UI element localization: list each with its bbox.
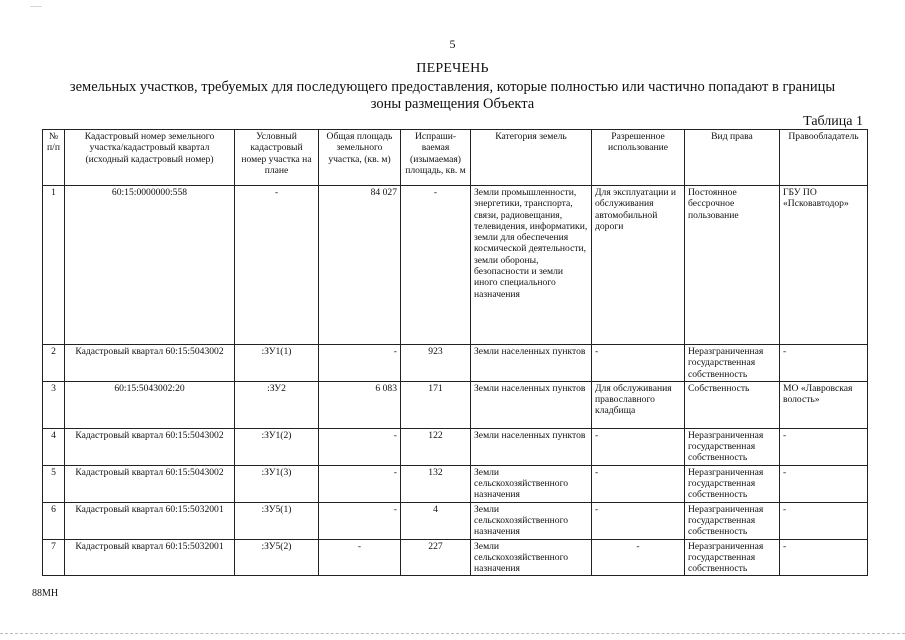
cell-cadastral: Кадастровый квартал 60:15:5043002 <box>65 345 235 382</box>
cell-permitted-use: - <box>592 502 685 539</box>
cell-num: 2 <box>43 345 65 382</box>
cell-permitted-use: - <box>592 428 685 465</box>
cell-total-area: - <box>319 345 401 382</box>
cell-permitted-use: - <box>592 465 685 502</box>
cell-conditional-number: :ЗУ1(3) <box>235 465 319 502</box>
table-row <box>43 186 868 345</box>
cell-cadastral: Кадастровый квартал 60:15:5032001 <box>65 502 235 539</box>
cell-cadastral: Кадастровый квартал 60:15:5032001 <box>65 539 235 576</box>
cell-num: 3 <box>43 381 65 428</box>
cell-right-type: Неразграниченная государственная собственность <box>685 502 780 539</box>
cell-total-area: 6 083 <box>319 381 401 428</box>
table-header-row <box>43 130 868 186</box>
scan-edge-divider <box>0 633 905 634</box>
cell-requested-area: 122 <box>401 428 471 465</box>
cell-requested-area: 171 <box>401 381 471 428</box>
cell-requested-area: 132 <box>401 465 471 502</box>
cell-land-category: Земли населенных пунктов <box>471 381 592 428</box>
cell-num: 7 <box>43 539 65 576</box>
footer-document-code: 88МН <box>32 588 59 599</box>
cell-total-area: 84 027 <box>319 186 401 345</box>
cell-permitted-use: Для эксплуатации и обслуживания автомобильной дороги <box>592 186 685 345</box>
cell-cadastral: 60:15:5043002:20 <box>65 381 235 428</box>
header-conditional-number: Условный кадастровый номер участка на плане <box>235 130 319 186</box>
document-subtitle <box>0 79 905 113</box>
cell-holder: - <box>780 345 868 382</box>
cell-requested-area: 4 <box>401 502 471 539</box>
cell-total-area: - <box>319 428 401 465</box>
table-row <box>43 502 868 539</box>
cell-num: 1 <box>43 186 65 345</box>
cell-num: 5 <box>43 465 65 502</box>
cell-conditional-number: :ЗУ1(1) <box>235 345 319 382</box>
cell-right-type: Неразграниченная государственная собственность <box>685 428 780 465</box>
header-land-category: Категория земель <box>471 130 592 186</box>
header-permitted-use: Разрешенное использование <box>592 130 685 186</box>
header-total-area: Общая площадь земельного участка, (кв. м) <box>319 130 401 186</box>
cell-holder: - <box>780 539 868 576</box>
cell-total-area: - <box>319 502 401 539</box>
cell-holder: ГБУ ПО «Псковавтодор» <box>780 186 868 345</box>
cell-holder: - <box>780 428 868 465</box>
cell-requested-area: 923 <box>401 345 471 382</box>
cell-land-category: Земли населенных пунктов <box>471 428 592 465</box>
cell-num: 4 <box>43 428 65 465</box>
cell-requested-area: 227 <box>401 539 471 576</box>
land-plots-table <box>42 129 868 576</box>
cell-land-category: Земли промышленности, энергетики, транспорта, связи, радиовещания, телевидения, информатики, земли для обеспечения космической деятельности, земли обороны, безопасности и земли иного специального назначения <box>471 186 592 345</box>
subtitle-line-1: земельных участков, требуемых для последующего предоставления, которые полностью или частично попадают в границы <box>69 79 836 95</box>
cell-right-type: Неразграниченная государственная собственность <box>685 465 780 502</box>
cell-conditional-number: :ЗУ1(2) <box>235 428 319 465</box>
cell-permitted-use: Для обслуживания православного кладбища <box>592 381 685 428</box>
cell-total-area: - <box>319 465 401 502</box>
cell-holder: - <box>780 465 868 502</box>
cell-land-category: Земли сельскохозяйственного назначения <box>471 502 592 539</box>
header-holder: Правообладатель <box>780 130 868 186</box>
table-row <box>43 539 868 576</box>
document-title: ПЕРЕЧЕНЬ <box>416 61 489 76</box>
cell-requested-area: - <box>401 186 471 345</box>
cell-conditional-number: :ЗУ2 <box>235 381 319 428</box>
cell-cadastral: Кадастровый квартал 60:15:5043002 <box>65 428 235 465</box>
table-label: Таблица 1 <box>803 114 863 129</box>
cell-conditional-number: :ЗУ5(2) <box>235 539 319 576</box>
table-row <box>43 465 868 502</box>
cell-total-area: - <box>319 539 401 576</box>
cell-conditional-number: :ЗУ5(1) <box>235 502 319 539</box>
header-num: № п/п <box>43 130 65 186</box>
cell-right-type: Неразграниченная государственная собственность <box>685 345 780 382</box>
table-row <box>43 428 868 465</box>
cell-right-type: Собственность <box>685 381 780 428</box>
cell-cadastral: 60:15:0000000:558 <box>65 186 235 345</box>
subtitle-line-2: зоны размещения Объекта <box>370 96 535 112</box>
cell-land-category: Земли сельскохозяйственного назначения <box>471 539 592 576</box>
cell-holder: МО «Лавровская волость» <box>780 381 868 428</box>
page-number: 5 <box>449 37 456 51</box>
scan-top-mark: ...... <box>30 0 42 9</box>
cell-land-category: Земли сельскохозяйственного назначения <box>471 465 592 502</box>
cell-num: 6 <box>43 502 65 539</box>
cell-right-type: Неразграниченная государственная собственность <box>685 539 780 576</box>
cell-cadastral: Кадастровый квартал 60:15:5043002 <box>65 465 235 502</box>
cell-permitted-use: - <box>592 539 685 576</box>
table-row <box>43 345 868 382</box>
cell-right-type: Постоянное бессрочное пользование <box>685 186 780 345</box>
table-row <box>43 381 868 428</box>
cell-land-category: Земли населенных пунктов <box>471 345 592 382</box>
header-right-type: Вид права <box>685 130 780 186</box>
cell-conditional-number: - <box>235 186 319 345</box>
header-requested-area: Испраши-ваемая (изымаемая) площадь, кв. м <box>401 130 471 186</box>
header-cadastral: Кадастровый номер земельного участка/кадастровый квартал (исходный кадастровый номер) <box>65 130 235 186</box>
cell-holder: - <box>780 502 868 539</box>
cell-permitted-use: - <box>592 345 685 382</box>
